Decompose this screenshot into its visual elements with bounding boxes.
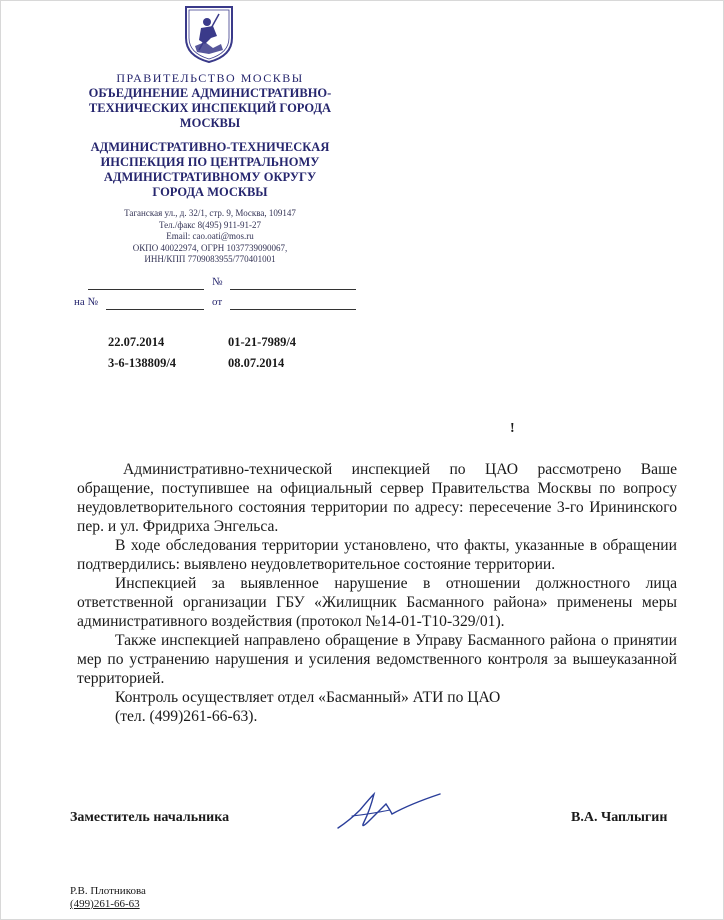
from-line bbox=[230, 309, 356, 310]
paragraph: В ходе обследования территории установлено, что факты, указанные в обращении подтвердились: выявлено неудовлетворительное состояние территории. bbox=[77, 537, 677, 573]
paragraph: Инспекцией за выявленное нарушение в отношении должностного лица ответственной организации ГБУ «Жилищник Басманного района» применены меры административного воздействия (протокол №14-01-Т10-329/01). bbox=[77, 575, 677, 630]
executor-info bbox=[70, 885, 146, 911]
paragraph: Административно-технической инспекцией по ЦАО рассмотрено Ваше обращение, поступившее на официальный сервер Правительства Москвы по вопросу неудовлетворительного состояния территории по адресу: пересечение 3-го Ирининского пер. и ул. Фридриха Энгельса. bbox=[77, 461, 677, 535]
executor-name: Р.В. Плотникова bbox=[70, 885, 146, 897]
moscow-coat-of-arms-icon bbox=[183, 4, 235, 64]
email: Email: cao.oati@mos.ru bbox=[166, 231, 254, 241]
government-title: ПРАВИТЕЛЬСТВО МОСКВЫ bbox=[116, 71, 304, 85]
outgoing-number: 01-21-7989/4 bbox=[228, 335, 297, 349]
inspection-name: АДМИНИСТРАТИВНО-ТЕХНИЧЕСКАЯ ИНСПЕКЦИЯ ПО ЦЕНТРАЛЬНОМУ АДМИНИСТРАТИВНОМУ ОКРУГУ ГОРОДА МОСКВЫ bbox=[90, 140, 330, 199]
outgoing-date: 22.07.2014 bbox=[108, 335, 165, 349]
executor-phone: (499)261-66-63 bbox=[70, 898, 140, 910]
okpo-ogrn: ОКПО 40022974, ОГРН 1037739090067, bbox=[132, 242, 288, 253]
organization-name: ОБЪЕДИНЕНИЕ АДМИНИСТРАТИВНО- ТЕХНИЧЕСКИХ ИНСПЕКЦИЙ ГОРОДА МОСКВЫ bbox=[88, 86, 332, 130]
address: Таганская ул., д. 32/1, стр. 9, Москва, 109147 bbox=[124, 208, 296, 218]
incoming-date: 08.07.2014 bbox=[228, 356, 285, 370]
contact-info bbox=[75, 208, 345, 266]
signatory-title: Заместитель начальника bbox=[70, 810, 230, 825]
reg-number-line bbox=[230, 289, 356, 290]
reg-date-line bbox=[88, 289, 204, 290]
incoming-number: 3-6-138809/4 bbox=[108, 356, 177, 370]
paragraph: Также инспекцией направлено обращение в Управу Басманного района о принятии мер по устранению нарушения и усиления ведомственного контроля за вышеуказанной территорией. bbox=[77, 632, 677, 687]
in-reply-label: на № bbox=[74, 296, 99, 308]
in-reply-line bbox=[106, 309, 204, 310]
inn-kpp: ИНН/КПП 7709083955/770401001 bbox=[144, 254, 276, 264]
from-label: от bbox=[212, 296, 223, 308]
phone-fax: Тел./факс 8(495) 911-91-27 bbox=[158, 219, 261, 230]
letter-body bbox=[77, 460, 677, 726]
handwritten-signature-icon bbox=[330, 780, 445, 835]
paragraph: (тел. (499)261-66-63). bbox=[115, 708, 258, 725]
salutation-mark: ! bbox=[510, 421, 515, 436]
paragraph: Контроль осуществляет отдел «Басманный» АТИ по ЦАО bbox=[115, 689, 501, 706]
reg-number-sign: № bbox=[212, 276, 223, 288]
signatory-name: В.А. Чаплыгин bbox=[571, 810, 668, 825]
